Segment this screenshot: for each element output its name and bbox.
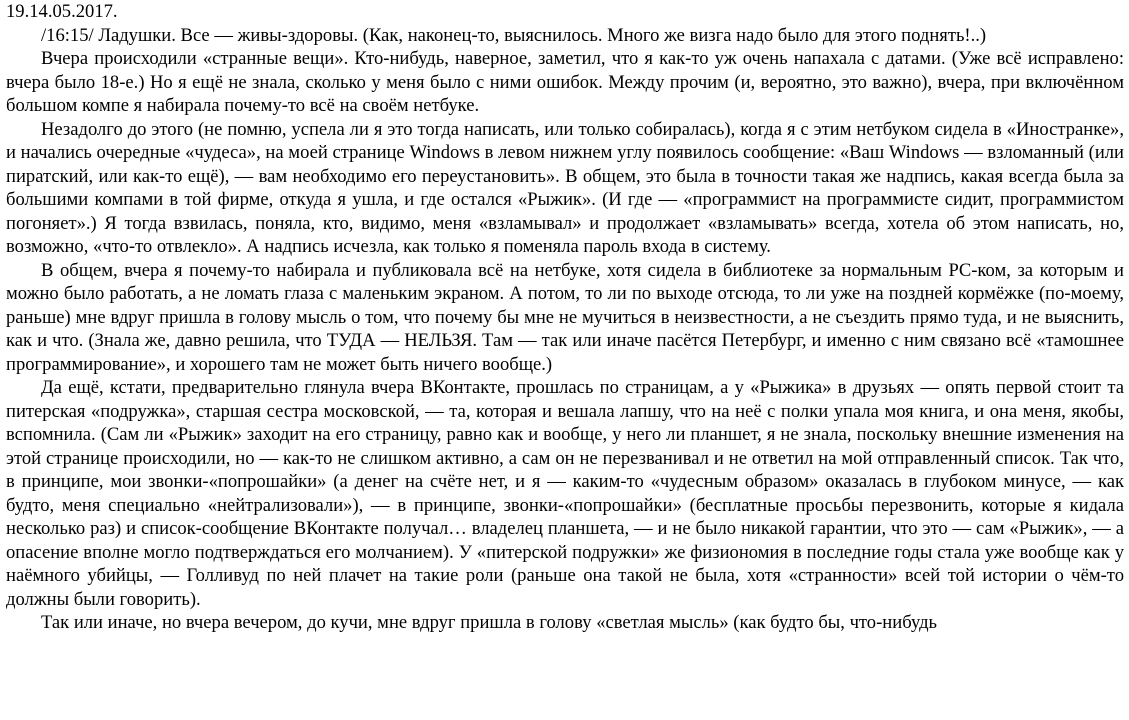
paragraph-6: Так или иначе, но вчера вечером, до кучи, мне вдруг пришла в голову «светлая мысль» (как будто бы, что-нибудь (41, 612, 938, 633)
document-page (6, 0, 1124, 635)
paragraph-4: В общем, вчера я почему-то набирала и публиковала всё на нетбуке, хотя сидела в библиотеке за нормальным PC-ком, за которым и можно было работать, а не ломать глаза с маленьким экраном. А потом, то ли по выходе отсюда, то ли уже на поздней кормёжке (по-моему, раньше) мне вдруг пришла в голову мысль о том, что почему бы мне не мучиться в неизвестности, а не съездить прямо туда, и не выяснить, как и что. (Знала же, давно решила, что ТУДА — НЕЛЬЗЯ. Там — так или иначе пасётся Петербург, и именно с ним связано всё «тамошнее программирование», и хорошего там не может быть ничего вообще.) (6, 259, 1124, 375)
paragraph-5: Да ещё, кстати, предварительно глянула вчера ВКонтакте, прошлась по страницам, а у «Рыжика» в друзьях — опять первой стоит та питерская «подружка», старшая сестра московской, — та, которая и вешала лапшу, что на неё с полки упала моя книга, и она меня, якобы, вспомнила. (Сам ли «Рыжик» заходит на его страницу, равно как и вообще, у него ли планшет, я не знала, поскольку внешние изменения на этой странице происходили, но — как-то не слишком активно, а сам он не перезванивал и не ответил на мой отправленный список. Так что, в принципе, мои звонки-«попрошайки» (а денег на счёте нет, и я — каким-то «чудесным образом» оказалась в глубоком минусе, — как будто, меня специально «нейтрализовали»), — в принципе, звонки-«попрошайки» (бесплатные просьбы перезвонить, которые я кидала несколько раз) и список-сообщение ВКонтакте получал… владелец планшета, — и не было никакой гарантии, что это — сам «Рыжик», — а опасение вполне могло подтверждаться его молчанием). У «питерской подружки» же физиономия в последние годы стала уже вообще как у наёмного убийцы, — Голливуд по ней плачет на такие роли (раньше она такой не была, хотя «странности» всей той истории о чём-то должны были говорить). (6, 377, 1124, 610)
paragraph-1: /16:15/ Ладушки. Все — живы-здоровы. (Как, наконец-то, выяснилось. Много же визга надо было для этого поднять!..) (41, 24, 987, 46)
entry-date: 19.14.05.2017. (6, 1, 118, 22)
paragraph-2: Вчера происходили «странные вещи». Кто-нибудь, наверное, заметил, что я как-то уж очень напахала с датами. (Уже всё исправлено: вчера было 18-е.) Но я ещё не знала, сколько у меня было с ними ошибок. Между прочим (и, вероятно, это важно), вчера, при включённом большом компе я набирала почему-то всё на своём нетбуке. (6, 48, 1124, 116)
paragraph-3: Незадолго до этого (не помню, успела ли я это тогда написать, или только собиралась), когда я с этим нетбуком сидела в «Иностранке», и начались очередные «чудеса», на моей странице Windows в левом нижнем углу появилось сообщение: «Ваш Windows — взломанный (или пиратский, или как-то ещё), — вам необходимо его переустановить». В общем, это была в точности такая же надпись, какая всегда была за большими компами в той фирме, откуда я ушла, и где остался «Рыжик». (И где — «программист на программисте сидит, программистом погоняет».) Я тогда взвилась, поняла, кто, видимо, меня «взламывал» и продолжает «взламывать» всегда, хотела об этом написать, но, возможно, «что-то отвлекло». А надпись исчезла, как только я поменяла пароль входа в систему. (6, 118, 1124, 257)
